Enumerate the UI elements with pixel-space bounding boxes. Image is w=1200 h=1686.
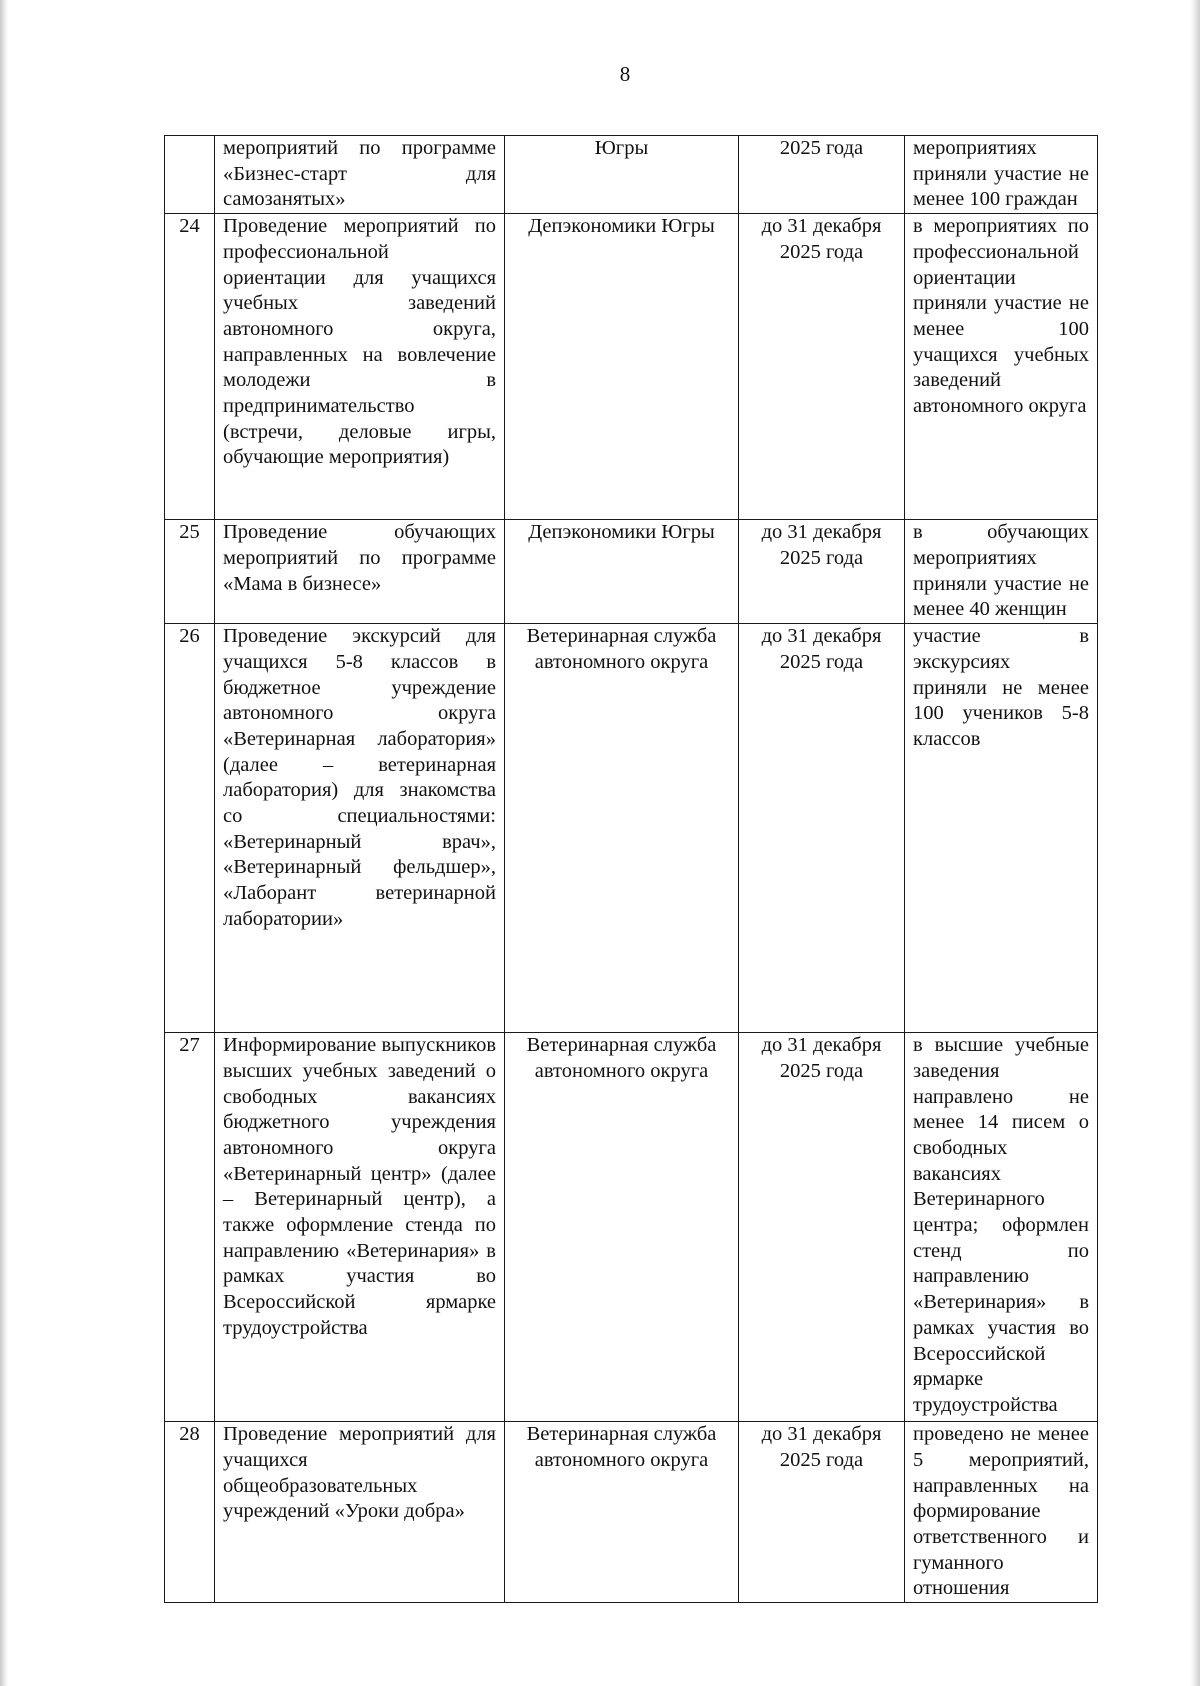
result-cell: проведено не менее 5 мероприятий, направленных на формирование ответственного и гуманного отношения (905, 1422, 1098, 1603)
deadline-cell: до 31 декабря 2025 года (739, 520, 905, 624)
deadline-cell: до 31 декабря 2025 года (739, 214, 905, 520)
table-row (165, 520, 1098, 624)
deadline-cell: до 31 декабря 2025 года (739, 624, 905, 1033)
executor-cell: Депэкономики Югры (505, 214, 739, 520)
table-row (165, 1422, 1098, 1603)
result-cell: в мероприятиях по профессиональной ориентации приняли участие не менее 100 учащихся учебных заведений автономного округа (905, 214, 1098, 520)
activity-table (164, 135, 1098, 1603)
activity-cell: мероприятий по программе «Бизнес-старт для самозанятых» (215, 136, 505, 214)
scan-edge-left (0, 0, 8, 1686)
row-number: 24 (165, 214, 215, 520)
table-row (165, 214, 1098, 520)
activity-cell: Проведение мероприятий для учащихся общеобразовательных учреждений «Уроки добра» (215, 1422, 505, 1603)
row-number: 26 (165, 624, 215, 1033)
executor-cell: Ветеринарная служба автономного округа (505, 624, 739, 1033)
executor-cell: Ветеринарная служба автономного округа (505, 1033, 739, 1422)
row-number: 25 (165, 520, 215, 624)
activity-cell: Проведение экскурсий для учащихся 5-8 классов в бюджетное учреждение автономного округа «Ветеринарная лаборатория» (далее – ветеринарная лаборатория) для знакомства со специальностями: «Ветеринарный врач», «Ветеринарный фельдшер», «Лаборант ветеринарной лаборатории» (215, 624, 505, 1033)
table-row (165, 624, 1098, 1033)
deadline-cell: до 31 декабря 2025 года (739, 1422, 905, 1603)
deadline-cell: 2025 года (739, 136, 905, 214)
page-number: 8 (619, 62, 631, 86)
table-row (165, 136, 1098, 214)
row-number (165, 136, 215, 214)
result-cell: участие в экскурсиях приняли не менее 100 учеников 5-8 классов (905, 624, 1098, 1033)
activity-cell: Проведение мероприятий по профессиональной ориентации для учащихся учебных заведений автономного округа, направленных на вовлечение молодежи в предпринимательство (встречи, деловые игры, обучающие мероприятия) (215, 214, 505, 520)
row-number: 27 (165, 1033, 215, 1422)
executor-cell: Депэкономики Югры (505, 520, 739, 624)
deadline-cell: до 31 декабря 2025 года (739, 1033, 905, 1422)
result-cell: в обучающих мероприятиях приняли участие не менее 40 женщин (905, 520, 1098, 624)
result-cell: мероприятиях приняли участие не менее 100 граждан (905, 136, 1098, 214)
result-cell: в высшие учебные заведения направлено не менее 14 писем о свободных вакансиях Ветеринарного центра; оформлен стенд по направлению «Ветеринария» в рамках участия во Всероссийской ярмарке трудоустройства (905, 1033, 1098, 1422)
activity-cell: Проведение обучающих мероприятий по программе «Мама в бизнесе» (215, 520, 505, 624)
scan-edge-right (1190, 0, 1200, 1686)
executor-cell: Ветеринарная служба автономного округа (505, 1422, 739, 1603)
executor-cell: Югры (505, 136, 739, 214)
activity-cell: Информирование выпускников высших учебных заведений о свободных вакансиях бюджетного учреждения автономного округа «Ветеринарный центр» (далее – Ветеринарный центр), а также оформление стенда по направлению «Ветеринария» в рамках участия во Всероссийской ярмарке трудоустройства (215, 1033, 505, 1422)
row-number: 28 (165, 1422, 215, 1603)
table-row (165, 1033, 1098, 1422)
